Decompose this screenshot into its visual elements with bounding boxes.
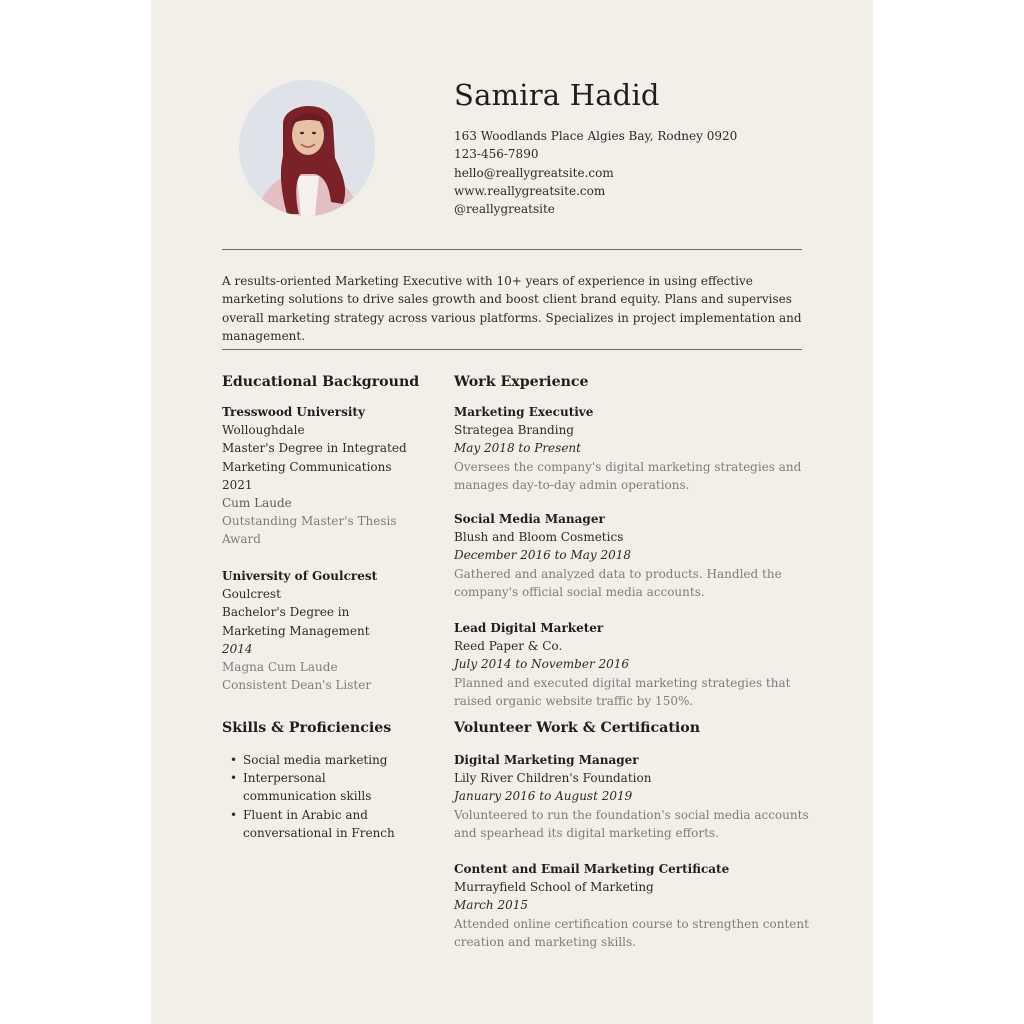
skills-list <box>222 751 412 842</box>
job-title: Social Media Manager <box>454 512 605 526</box>
volunteer-entry <box>454 751 809 842</box>
education-entry <box>222 567 407 694</box>
work-entry <box>454 403 809 494</box>
graduation-year: 2021 <box>222 477 253 492</box>
job-dates: July 2014 to November 2016 <box>454 657 630 672</box>
graduation-year: 2014 <box>222 641 253 656</box>
organization-name: Lily River Children's Foundation <box>454 771 652 786</box>
job-description: Planned and executed digital marketing strategies that raised organic website traffic by 150%. <box>454 675 791 708</box>
work-heading: Work Experience <box>454 374 589 390</box>
company-name: Blush and Bloom Cosmetics <box>454 530 624 545</box>
volunteer-title: Digital Marketing Manager <box>454 753 639 767</box>
skill-item: • Fluent in Arabic and conversational in French <box>222 806 412 842</box>
website-text: www.reallygreatsite.com <box>454 183 606 198</box>
address-text: 163 Woodlands Place Algies Bay, Rodney 0920 <box>454 129 738 143</box>
divider-top <box>222 249 802 250</box>
skill-item: • Social media marketing <box>222 751 412 769</box>
professional-summary: A results-oriented Marketing Executive with 10+ years of experience in using effective marketing solutions to drive sales growth and boost client brand equity. Plans and supervises overall marketing strategy across various platforms. Specializes in project implementation and management. <box>222 274 802 344</box>
volunteer-heading: Volunteer Work & Certification <box>454 720 701 736</box>
profile-photo <box>239 80 375 216</box>
job-dates: May 2018 to Present <box>454 441 581 456</box>
education-entry <box>222 403 407 549</box>
job-title: Marketing Executive <box>454 405 594 419</box>
school-name: University of Goulcrest <box>222 569 378 583</box>
organization-name: Murrayfield School of Marketing <box>454 880 654 895</box>
candidate-name: Samira Hadid <box>454 78 660 112</box>
certificate-title: Content and Email Marketing Certificate <box>454 862 730 876</box>
award-text: Outstanding Master's Thesis Award <box>222 514 397 547</box>
school-location: Goulcrest <box>222 587 281 602</box>
volunteer-entry <box>454 860 809 951</box>
work-entry <box>454 510 809 601</box>
certificate-description: Attended online certification course to strengthen content creation and marketing skills. <box>454 916 809 949</box>
school-name: Tresswood University <box>222 405 365 419</box>
degree-name: Bachelor's Degree in Marketing Management <box>222 605 370 638</box>
certificate-date: March 2015 <box>454 898 528 913</box>
portrait-illustration <box>239 80 375 216</box>
job-dates: December 2016 to May 2018 <box>454 548 632 563</box>
education-heading: Educational Background <box>222 374 420 390</box>
job-description: Oversees the company's digital marketing strategies and manages day-to-day admin operations. <box>454 459 802 492</box>
degree-name: Master's Degree in Integrated Marketing Communications <box>222 441 407 474</box>
company-name: Strategea Branding <box>454 423 574 438</box>
award-text: Consistent Dean's Lister <box>222 678 372 693</box>
honor-text: Cum Laude <box>222 496 292 511</box>
contact-block <box>454 127 737 218</box>
volunteer-dates: January 2016 to August 2019 <box>454 789 633 804</box>
job-description: Gathered and analyzed data to products. Handled the company's official social media accounts. <box>454 566 782 599</box>
skills-heading: Skills & Proficiencies <box>222 720 392 736</box>
skills-list-container <box>222 751 412 842</box>
honor-text: Magna Cum Laude <box>222 660 338 675</box>
volunteer-description: Volunteered to run the foundation's social media accounts and spearhead its digital marketing efforts. <box>454 807 809 840</box>
school-location: Wolloughdale <box>222 423 305 438</box>
skill-item: • Interpersonal communication skills <box>222 769 412 805</box>
social-handle-text: @reallygreatsite <box>454 202 555 217</box>
divider-bottom <box>222 349 802 350</box>
job-title: Lead Digital Marketer <box>454 621 604 635</box>
work-entry <box>454 619 809 710</box>
phone-text: 123-456-7890 <box>454 147 539 162</box>
company-name: Reed Paper & Co. <box>454 639 563 654</box>
email-text: hello@reallygreatsite.com <box>454 165 614 180</box>
